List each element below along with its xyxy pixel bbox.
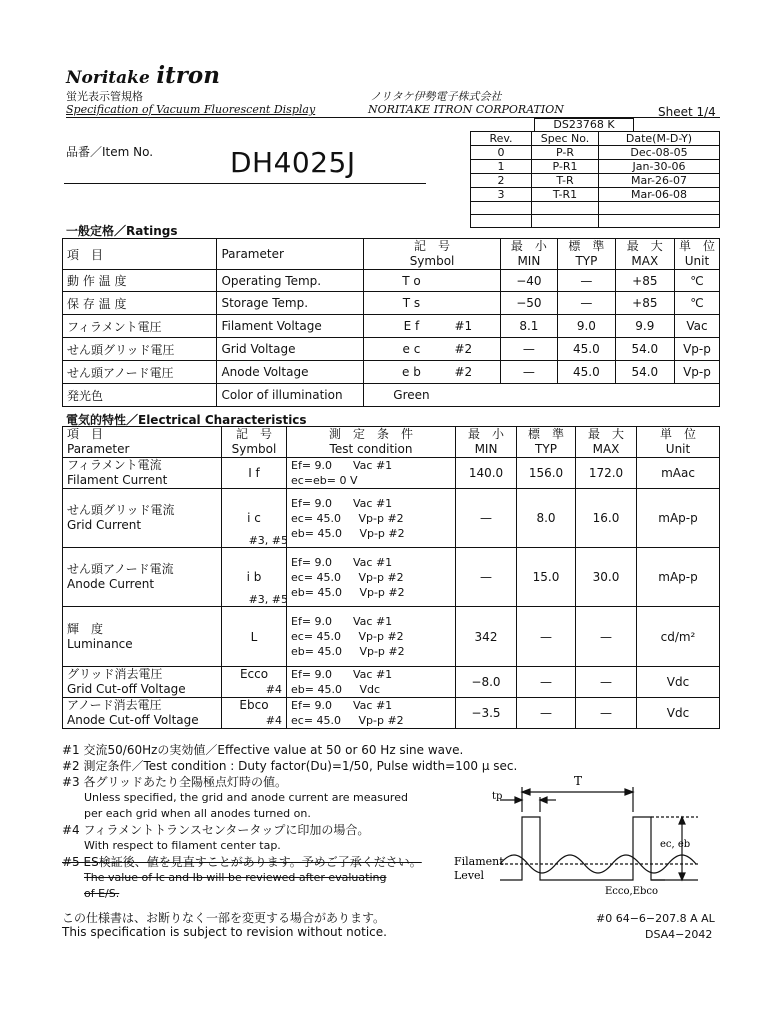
arrow-head <box>522 789 530 795</box>
elec-max-header: 最 大 MAX <box>576 427 637 458</box>
note-2: #2 測定条件／Test condition : Duty factor(Du)=1/50, Pulse width=100 μ sec. <box>62 759 518 773</box>
ratings-min-header: 最 小 MIN <box>500 239 558 270</box>
table-row: せん頭グリッド電流 Grid Current i c #3, #5 Ef= 9.0 Vac #1 ec= 45.0 Vp-p #2 eb= 45.0 Vp-p #2 — 8.0 16.0 mAp-p <box>63 489 720 548</box>
level-label: Level <box>454 869 485 882</box>
table-row: グリッド消去電圧 Grid Cut-off Voltage Ecco #4 Ef= 9.0 Vac #1 eb= 45.0 Vdc −8.0 — — Vdc <box>63 667 720 698</box>
table-row: フィラメント電流 Filament Current I f Ef= 9.0 Vac #1 ec=eb= 0 V 140.0 156.0 172.0 mAac <box>63 458 720 489</box>
company-jp: ノリタケ伊勢電子株式会社 <box>370 90 502 103</box>
note-1: #1 交流50/60Hzの実効値／Effective value at 50 or 60 Hz sine wave. <box>62 743 464 757</box>
table-row: アノード消去電圧 Anode Cut-off Voltage Ebco #4 Ef= 9.0 Vac #1 ec= 45.0 Vp-p #2 −3.5 — — Vdc <box>63 698 720 729</box>
table-row: 輝 度 Luminance L Ef= 9.0 Vac #1 ec= 45.0 Vp-p #2 eb= 45.0 Vp-p #2 342 — — cd/m² <box>63 607 720 667</box>
ratings-table <box>62 238 720 407</box>
elec-typ-header: 標 準 TYP <box>517 427 576 458</box>
ratings-item-header: 項 目 <box>63 239 217 270</box>
note-4-line-a: With respect to filament center tap. <box>84 839 281 852</box>
notes <box>62 742 517 902</box>
footer-code: #0 64−6−207.8 A AL <box>596 912 715 925</box>
waveform-diagram <box>454 772 700 902</box>
revision-row: 2 T-R Mar-26-07 <box>471 174 720 188</box>
date-header: Date(M-D-Y) <box>599 132 720 146</box>
elec-unit-header: 単 位 Unit <box>637 427 720 458</box>
ec-eb-label: ec, eb <box>660 839 691 850</box>
note-5-line-b: of E/S. <box>84 887 120 900</box>
table-row: せん頭アノード電圧 Anode Voltage e b #2 — 45.0 54.0 Vp-p <box>63 361 720 384</box>
elec-symbol-header: 記 号 Symbol <box>222 427 287 458</box>
footer-en: This specification is subject to revision without notice. <box>62 925 387 939</box>
tp-label: tp <box>492 791 503 802</box>
ratings-symbol-header: 記 号 Symbol <box>364 239 500 270</box>
spec-header: Spec No. <box>532 132 599 146</box>
note-3: #3 各グリッドあたり全陽極点灯時の値。 <box>62 775 288 789</box>
revision-row: 3 T-R1 Mar-06-08 <box>471 188 720 202</box>
note-4: #4 フィラメントトランスセンタータップに印加の場合。 <box>62 823 370 837</box>
item-number: DH4025J <box>230 146 356 179</box>
ratings-parameter-header: Parameter <box>217 239 364 270</box>
arrow-head <box>515 797 522 803</box>
cutoff-label: Ecco,Ebco <box>605 886 659 897</box>
note-5-line-a: The value of Ic and Ib will be reviewed after evaluating <box>84 871 387 884</box>
logo <box>66 62 220 89</box>
item-underline <box>64 183 426 184</box>
ratings-max-header: 最 大 MAX <box>615 239 674 270</box>
doc-type-jp: 蛍光表示管規格 <box>66 90 143 103</box>
pulse-waveform <box>500 817 665 880</box>
ratings-title: 一般定格／Ratings <box>66 224 178 238</box>
filament-label: Filament <box>454 855 504 868</box>
rev-header: Rev. <box>471 132 532 146</box>
company-en: NORITAKE ITRON CORPORATION <box>368 103 564 116</box>
arrow-head <box>625 789 633 795</box>
table-row: 動 作 温 度 Operating Temp. T o −40 — +85 ℃ <box>63 270 720 292</box>
note-3-line-a: Unless specified, the grid and anode current are measured <box>84 791 408 804</box>
arrow-head <box>679 817 685 824</box>
ratings-unit-header: 単 位 Unit <box>674 239 719 270</box>
note-3-line-b: per each grid when all anodes turned on. <box>84 807 311 820</box>
revision-row <box>471 215 720 228</box>
electrical-title: 電気的特性／Electrical Characteristics <box>66 413 307 427</box>
ratings-typ-header: 標 準 TYP <box>558 239 616 270</box>
table-row: 発光色 Color of illumination Green <box>63 384 720 407</box>
elec-cond-header: 測 定 条 件 Test condition <box>287 427 456 458</box>
logo-noritake: Noritake <box>66 68 150 88</box>
item-label: 品番／Item No. <box>66 145 154 159</box>
elec-min-header: 最 小 MIN <box>456 427 517 458</box>
table-row: せん頭アノード電流 Anode Current i b #3, #5 Ef= 9.0 Vac #1 ec= 45.0 Vp-p #2 eb= 45.0 Vp-p #2 — 15.0 30.0 mAp-p <box>63 548 720 607</box>
table-row: 保 存 温 度 Storage Temp. T s −50 — +85 ℃ <box>63 292 720 315</box>
doc-type-en: Specification of Vacuum Fluorescent Display <box>66 103 316 116</box>
revision-row: 0 P-R Dec-08-05 <box>471 146 720 160</box>
footer-jp: この仕様書は、お断りなく一部を変更する場合があります。 <box>62 911 386 925</box>
doc-number-box <box>534 118 634 131</box>
sheet-label: Sheet 1/4 <box>658 105 716 119</box>
doc-number: DS23768 K <box>535 119 634 132</box>
arrow-head <box>540 797 547 803</box>
arrow-head <box>679 873 685 880</box>
note-5: #5 ES検証後、値を見直すことがあります。予めご了承ください。 <box>62 855 422 869</box>
revision-row: 1 P-R1 Jan-30-06 <box>471 160 720 174</box>
revision-row <box>471 202 720 215</box>
t-label: T <box>573 774 583 788</box>
elec-item-header: 項 目 Parameter <box>63 427 222 458</box>
table-row: せん頭グリッド電圧 Grid Voltage e c #2 — 45.0 54.0 Vp-p <box>63 338 720 361</box>
revision-table <box>470 131 720 228</box>
footer-doc: DSA4−2042 <box>645 928 713 941</box>
electrical-table <box>62 426 720 729</box>
logo-itron: itron <box>156 62 220 89</box>
table-row: フィラメント電圧 Filament Voltage E f #1 8.1 9.0 9.9 Vac <box>63 315 720 338</box>
